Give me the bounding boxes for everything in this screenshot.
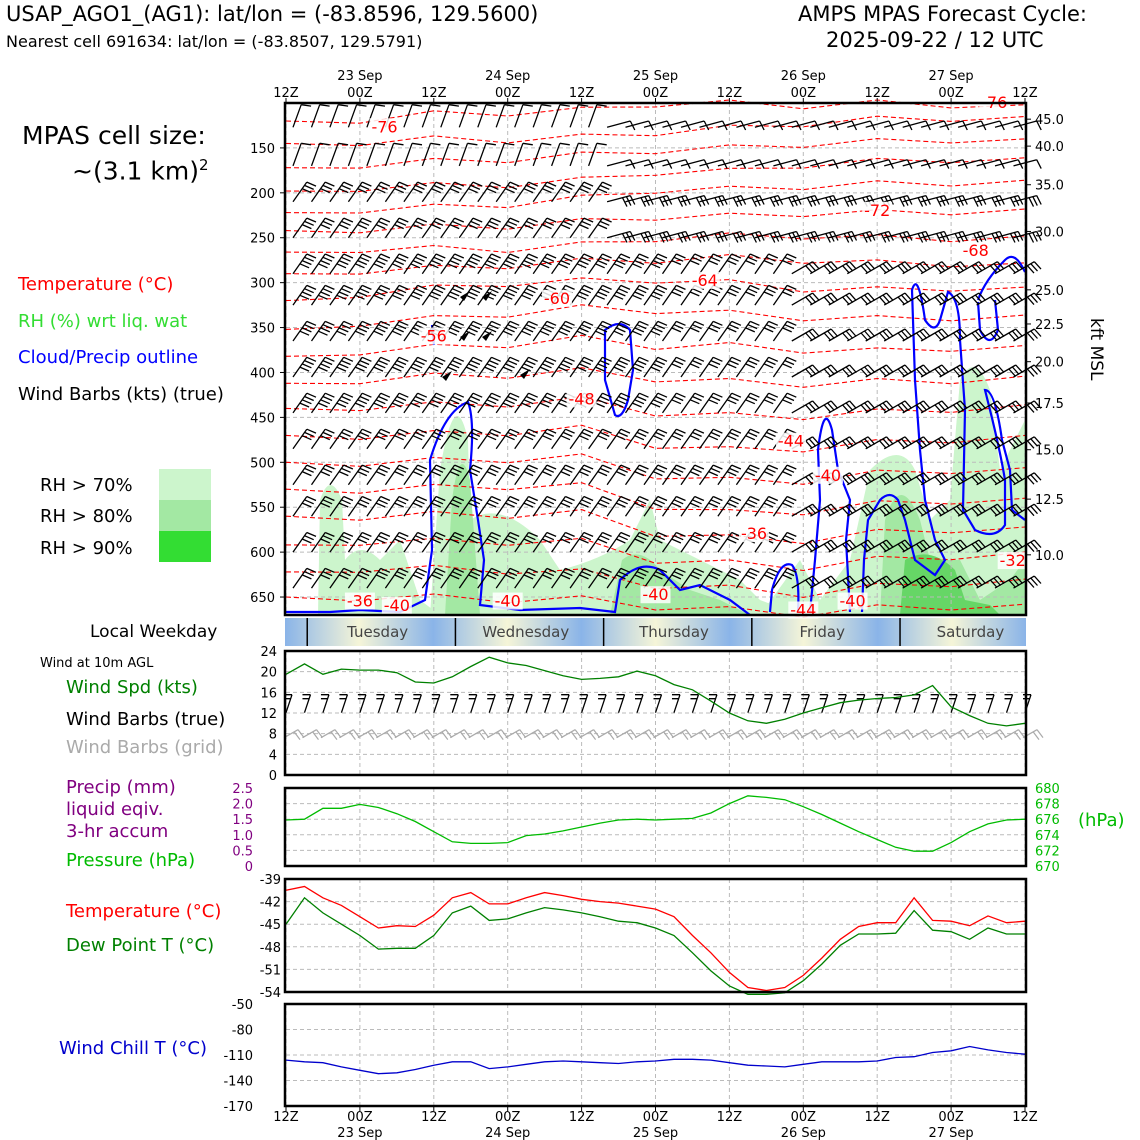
- top-date-label: 26 Sep: [780, 69, 826, 84]
- grid-wind-barb: [986, 730, 1006, 740]
- wind-barb: [533, 105, 551, 128]
- true-wind-barb: [764, 695, 772, 713]
- weekday-label: Thursday: [639, 623, 709, 641]
- temperature-label: -64: [691, 270, 718, 290]
- true-wind-barb: [598, 695, 606, 713]
- wind-tick-label: 20: [260, 665, 277, 681]
- grid-wind-barb: [857, 730, 877, 740]
- grid-wind-barb: [617, 730, 637, 740]
- wind-barb: [589, 143, 607, 166]
- wind-barb: [367, 143, 385, 166]
- true-wind-barb: [450, 695, 458, 713]
- temperature-label: -76: [981, 93, 1008, 112]
- grid-wind-barb: [432, 730, 452, 740]
- kft-tick-label: 45.0: [1035, 113, 1064, 129]
- temperature-label: -44: [790, 600, 817, 620]
- wind-barb: [312, 105, 330, 128]
- true-wind-barb: [654, 695, 662, 713]
- pressure-tick-label: 200: [250, 186, 275, 202]
- wind-barb: [1014, 196, 1042, 207]
- wind-barb: [977, 196, 1005, 207]
- legend-barbs-grid: Wind Barbs (grid): [66, 737, 224, 758]
- legend-wind-speed: Wind Spd (kts): [66, 677, 198, 698]
- kft-tick-label: 40.0: [1035, 140, 1064, 156]
- kft-tick-label: 10.0: [1035, 548, 1064, 564]
- temperature-panel: [286, 879, 1025, 994]
- wind-barb: [348, 105, 366, 128]
- grid-wind-barb: [506, 730, 526, 740]
- forecast-cycle-title: AMPS MPAS Forecast Cycle:: [798, 2, 1087, 26]
- top-date-label: 25 Sep: [632, 69, 679, 84]
- grid-wind-barb: [968, 730, 988, 740]
- grid-wind-barb: [801, 730, 821, 740]
- legend-rh70: RH > 70%: [40, 475, 133, 496]
- wind-barb: [293, 254, 316, 274]
- wind-tick-label: 0: [268, 769, 277, 784]
- true-wind-barb: [1005, 695, 1013, 713]
- bottom-time-tick-label: 12Z: [864, 1110, 890, 1125]
- pressure-tick-label: 350: [250, 321, 275, 337]
- top-time-tick-label: 00Z: [347, 86, 373, 101]
- wind-barb: [293, 497, 316, 517]
- grid-wind-barb: [284, 730, 304, 740]
- kft-tick-label: 15.0: [1035, 443, 1064, 459]
- wind-barb: [293, 321, 316, 341]
- grid-wind-barb: [339, 730, 359, 740]
- pressure-tick-label: 550: [250, 501, 275, 517]
- wind-barb: [293, 218, 316, 238]
- pressure-tick-label: 678: [1035, 797, 1060, 813]
- wind-barb: [459, 143, 477, 166]
- true-wind-barb: [543, 695, 551, 713]
- pressure-tick-label: 300: [250, 276, 275, 292]
- wind-tick-label: 16: [260, 686, 277, 702]
- wind-barb: [422, 143, 440, 166]
- top-time-tick-label: 12Z: [421, 86, 447, 101]
- pressure-tick-label: 674: [1035, 828, 1060, 844]
- pressure-tick-label: 500: [250, 456, 275, 472]
- bottom-date-label: 24 Sep: [485, 1126, 531, 1140]
- top-time-tick-label: 00Z: [790, 86, 817, 101]
- legend-barbs-true: Wind Barbs (true): [66, 709, 226, 730]
- temperature-label: -36: [346, 591, 373, 611]
- bottom-time-tick-label: 12Z: [716, 1110, 743, 1125]
- wind-barb: [441, 105, 459, 128]
- wind-barb: [293, 429, 316, 449]
- bottom-time-tick-label: 00Z: [938, 1110, 964, 1125]
- temperature-tick-label: -51: [259, 963, 281, 979]
- true-wind-barb: [432, 695, 440, 713]
- wind-barb: [607, 196, 635, 207]
- wind-barb: [903, 196, 931, 207]
- precip-tick-label: 2.0: [232, 797, 253, 813]
- station-title: USAP_AGO1_(AG1): lat/lon = (-83.8596, 129.5600): [6, 2, 539, 26]
- bottom-time-tick-label: 12Z: [273, 1110, 299, 1125]
- true-wind-barb: [302, 695, 310, 713]
- wind-barb: [515, 105, 533, 128]
- true-wind-barb: [801, 695, 809, 713]
- true-wind-barb: [321, 695, 329, 713]
- temperature-label: -40: [642, 585, 669, 605]
- temperature-contour-6: [286, 233, 1025, 253]
- wind-barb: [607, 232, 635, 243]
- wind-barb: [293, 393, 316, 413]
- cell-size-label: MPAS cell size:: [22, 121, 206, 150]
- temperature-tick-label: -54: [259, 986, 281, 1001]
- wind-barb: [330, 105, 348, 128]
- legend-barbs: Wind Barbs (kts) (true): [18, 384, 224, 405]
- weekday-label: Tuesday: [347, 623, 409, 641]
- pressure-tick-label: 680: [1035, 782, 1060, 797]
- pressure-tick-label: 150: [250, 141, 275, 157]
- legend-temperature: Temperature (°C): [18, 274, 174, 295]
- grid-wind-barb: [654, 730, 674, 740]
- true-wind-barb: [524, 695, 532, 713]
- temperature-label: -48: [568, 389, 595, 409]
- top-time-tick-label: 00Z: [494, 86, 521, 101]
- legend-temperature-2: Temperature (°C): [66, 901, 222, 922]
- legend-rh80: RH > 80%: [40, 506, 133, 527]
- windchill-tick-label: -50: [231, 998, 253, 1013]
- temperature-label: -60: [543, 288, 571, 308]
- true-wind-barb: [561, 695, 569, 713]
- grid-wind-barb: [376, 730, 396, 740]
- wind-barb: [293, 285, 316, 305]
- temperature-tick-label: -48: [259, 940, 281, 956]
- kft-tick-label: 25.0: [1035, 283, 1064, 299]
- true-wind-barb: [635, 695, 643, 713]
- kft-tick-label: 20.0: [1035, 355, 1064, 371]
- true-wind-barb: [783, 695, 791, 713]
- temperature-label: -44: [777, 431, 805, 451]
- wind-barb: [293, 568, 316, 588]
- bottom-time-tick-label: 00Z: [642, 1110, 669, 1125]
- pressure-unit-label: (hPa): [1078, 810, 1125, 831]
- bottom-date-label: 26 Sep: [780, 1126, 826, 1140]
- local-weekday-label: Local Weekday: [90, 622, 218, 642]
- true-wind-barb: [912, 695, 920, 713]
- wind-10m-label: Wind at 10m AGL: [40, 656, 154, 671]
- pressure-tick-label: 650: [250, 591, 275, 607]
- bottom-date-label: 25 Sep: [632, 1126, 679, 1140]
- grid-wind-barb: [912, 730, 932, 740]
- grid-wind-barb: [931, 730, 951, 740]
- temperature-tick-label: -39: [259, 873, 281, 888]
- true-wind-barb: [487, 695, 495, 713]
- temperature-label: -72: [864, 200, 891, 220]
- pressure-tick-label: 672: [1035, 844, 1060, 860]
- true-wind-barb: [358, 695, 366, 713]
- kft-tick-label: 35.0: [1035, 178, 1064, 194]
- grid-wind-barb: [949, 730, 969, 740]
- true-wind-barb: [469, 695, 477, 713]
- wind-barb: [459, 105, 477, 128]
- true-wind-barb: [857, 695, 865, 713]
- grid-wind-barb: [1005, 730, 1025, 740]
- wind-barb: [589, 105, 607, 128]
- temperature-label: -40: [494, 591, 521, 611]
- true-wind-barb: [376, 695, 384, 713]
- top-time-tick-label: 12Z: [864, 86, 890, 101]
- legend-precip-liquid: liquid eqiv.: [66, 799, 164, 820]
- weekday-label: Friday: [799, 623, 845, 641]
- grid-wind-barb: [875, 730, 895, 740]
- grid-wind-barb: [727, 730, 747, 740]
- grid-wind-barb: [543, 730, 563, 740]
- precip-tick-label: 0: [244, 860, 253, 875]
- top-time-tick-label: 12Z: [273, 86, 299, 101]
- grid-wind-barb: [672, 730, 692, 740]
- temperature-tick-label: -42: [259, 895, 281, 911]
- wind-barb: [312, 143, 330, 166]
- kft-axis-label: kft MSL: [1086, 318, 1106, 381]
- true-wind-barb: [690, 695, 698, 713]
- top-time-tick-label: 12Z: [716, 86, 743, 101]
- wind-barb: [293, 182, 316, 202]
- true-wind-barb: [949, 695, 957, 713]
- cell-size-sup: 2: [199, 156, 209, 174]
- grid-wind-barb: [709, 730, 729, 740]
- top-time-tick-label: 12Z: [1012, 86, 1038, 101]
- pressure-tick-label: 600: [250, 546, 275, 562]
- wind-barb: [478, 143, 496, 166]
- top-time-tick-label: 12Z: [568, 86, 595, 101]
- true-wind-barb: [413, 695, 421, 713]
- precip-tick-label: 1.0: [232, 828, 253, 844]
- grid-wind-barb: [764, 730, 784, 740]
- true-wind-barb: [617, 695, 625, 713]
- true-wind-barb: [838, 695, 846, 713]
- wind-barb: [792, 293, 820, 305]
- weekday-label: Wednesday: [482, 623, 570, 641]
- temperature-label: -68: [962, 241, 989, 261]
- grid-wind-barb: [524, 730, 544, 740]
- legend-dewpoint: Dew Point T (°C): [66, 935, 215, 956]
- temperature-tick-label: -45: [259, 918, 281, 934]
- temperature-label: -56: [420, 326, 447, 346]
- wind-barb: [330, 143, 348, 166]
- nearest-cell-title: Nearest cell 691634: lat/lon = (-83.8507, 129.5791): [6, 32, 423, 51]
- temperature-label: -40: [839, 591, 866, 611]
- true-wind-barb: [875, 695, 883, 713]
- bottom-time-tick-label: 00Z: [347, 1110, 373, 1125]
- grid-wind-barb: [321, 730, 341, 740]
- true-wind-barb: [506, 695, 514, 713]
- grid-wind-barb: [469, 730, 489, 740]
- grid-wind-barb: [358, 730, 378, 740]
- bottom-time-tick-label: 12Z: [421, 1110, 447, 1125]
- grid-wind-barb: [894, 730, 914, 740]
- temperature-label: -76: [371, 117, 398, 137]
- wind-barb: [293, 143, 311, 166]
- rh-area-1: [430, 416, 800, 615]
- temperature-label: -40: [383, 596, 410, 616]
- true-wind-barb: [931, 695, 939, 713]
- legend-rh90: RH > 90%: [40, 538, 133, 559]
- wind-tick-label: 12: [260, 707, 277, 722]
- true-wind-barb: [968, 695, 976, 713]
- grid-wind-barb: [838, 730, 858, 740]
- wind-barb: [1014, 160, 1042, 169]
- temperature-contour-2: [286, 139, 1025, 169]
- bottom-date-label: 23 Sep: [337, 1126, 383, 1140]
- wind-barb: [404, 105, 422, 128]
- precip-tick-label: 0.5: [232, 844, 253, 860]
- top-date-label: 27 Sep: [928, 69, 974, 84]
- forecast-cycle-date: 2025-09-22 / 12 UTC: [826, 28, 1044, 52]
- wind-barb: [422, 105, 440, 128]
- true-wind-barb: [672, 695, 680, 713]
- top-date-label: 24 Sep: [485, 69, 531, 84]
- temperature-label: -40: [814, 465, 842, 485]
- true-wind-barb: [395, 695, 403, 713]
- bottom-time-tick-label: 12Z: [568, 1110, 595, 1125]
- windchill-tick-label: -110: [223, 1049, 253, 1064]
- pressure-tick-label: 676: [1035, 813, 1060, 829]
- true-wind-barb: [746, 695, 754, 713]
- legend-cloud: Cloud/Precip outline: [18, 347, 199, 368]
- wind-barb: [903, 232, 931, 243]
- grid-wind-barb: [450, 730, 470, 740]
- pressure-panel: [286, 788, 1025, 866]
- grid-wind-barb: [395, 730, 415, 740]
- wind-barb: [478, 105, 496, 128]
- weekday-label: Saturday: [936, 623, 1005, 641]
- true-wind-barb: [820, 695, 828, 713]
- precip-tick-label: 2.5: [232, 782, 253, 797]
- top-time-tick-label: 00Z: [642, 86, 669, 101]
- temperature-label: -32: [999, 551, 1026, 571]
- wind-tick-label: 4: [268, 748, 277, 764]
- true-wind-barb: [986, 695, 994, 713]
- legend-pressure: Pressure (hPa): [66, 850, 196, 871]
- wind-barb: [348, 143, 366, 166]
- pressure-tick-label: 400: [250, 366, 275, 382]
- grid-wind-barb: [487, 730, 507, 740]
- pressure-tick-label: 450: [250, 411, 275, 427]
- true-wind-barb: [580, 695, 588, 713]
- wind-barb: [792, 504, 820, 516]
- temperature-label: -36: [740, 524, 768, 544]
- wind-barb: [515, 143, 533, 166]
- kft-tick-label: 22.5: [1035, 317, 1064, 333]
- wind-tick-label: 24: [260, 645, 277, 660]
- windchill-tick-label: -140: [223, 1074, 253, 1090]
- wind-barb: [293, 105, 311, 128]
- grid-wind-barb: [598, 730, 618, 740]
- grid-wind-barb: [690, 730, 710, 740]
- windchill-panel: [286, 1004, 1025, 1106]
- top-date-label: 23 Sep: [337, 69, 383, 84]
- windchill-tick-label: -170: [223, 1100, 253, 1115]
- kft-tick-label: 17.5: [1035, 397, 1064, 413]
- grid-wind-barb: [746, 730, 766, 740]
- wind-barb: [552, 105, 570, 128]
- wind-barb: [792, 401, 820, 413]
- grid-wind-barb: [561, 730, 581, 740]
- wind-barb: [293, 533, 316, 553]
- legend-precip-accum: 3-hr accum: [66, 821, 169, 842]
- grid-wind-barb: [302, 730, 322, 740]
- precip-tick-label: 1.5: [232, 813, 253, 829]
- grid-wind-barb: [783, 730, 803, 740]
- wind-barb: [293, 357, 316, 377]
- pressure-tick-label: 250: [250, 231, 275, 247]
- grid-wind-barb: [635, 730, 655, 740]
- wind-barb: [792, 365, 820, 377]
- true-wind-barb: [727, 695, 735, 713]
- grid-wind-barb: [820, 730, 840, 740]
- wind-barb: [792, 329, 820, 341]
- top-time-tick-label: 00Z: [938, 86, 964, 101]
- legend-windchill: Wind Chill T (°C): [59, 1038, 207, 1059]
- bottom-time-tick-label: 12Z: [1012, 1110, 1038, 1125]
- pressure-tick-label: 670: [1035, 860, 1060, 875]
- windchill-tick-label: -80: [231, 1023, 253, 1039]
- wind-panel: [284, 651, 1043, 775]
- wind-barb: [533, 143, 551, 166]
- grid-wind-barb: [413, 730, 433, 740]
- wind-barb: [441, 143, 459, 166]
- bottom-time-tick-label: 00Z: [494, 1110, 521, 1125]
- wind-barb: [570, 143, 588, 166]
- legend-precip: Precip (mm): [66, 777, 176, 798]
- cell-size-text: ~(3.1 km): [72, 156, 199, 186]
- wind-barb: [293, 465, 316, 485]
- legend-rh: RH (%) wrt liq. wat: [18, 311, 188, 332]
- true-wind-barb: [339, 695, 347, 713]
- kft-tick-label: 30.0: [1035, 225, 1064, 241]
- bottom-date-label: 27 Sep: [928, 1126, 974, 1140]
- kft-tick-label: 12.5: [1035, 493, 1064, 509]
- bottom-time-tick-label: 00Z: [790, 1110, 817, 1125]
- grid-wind-barb: [580, 730, 600, 740]
- wind-tick-label: 8: [268, 727, 277, 743]
- wind-barb-pennant: [520, 369, 530, 379]
